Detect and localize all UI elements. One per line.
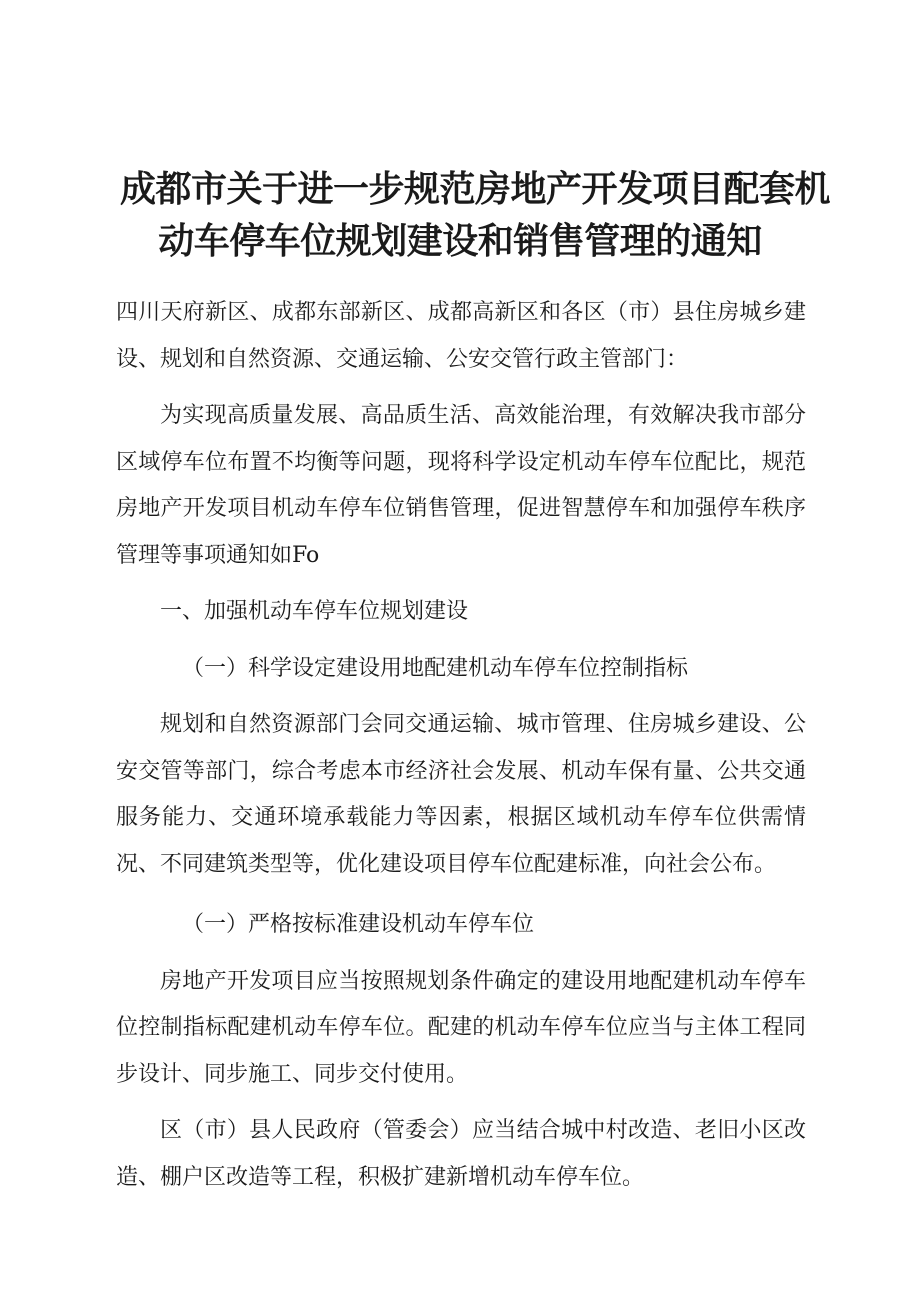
document-body: [116, 290, 806, 1201]
addressee-paragraph: 四川天府新区、成都东部新区、成都高新区和各区（市）县住房城乡建设、规划和自然资源、交通运输、公安交管行政主管部门：: [116, 300, 806, 372]
intro-paragraph: 为实现高质量发展、高品质生活、高效能治理，有效解决我市部分区域停车位布置不均衡等问题，现将科学设定机动车停车位配比，规范房地产开发项目机动车停车位销售管理，促进智慧停车和加强停车秩序管理等事项通知如Fo: [116, 403, 806, 568]
subsection-2-paragraph-2: 区（市）县人民政府（管委会）应当结合城中村改造、老旧小区改造、棚户区改造等工程，积极扩建新增机动车停车位。: [116, 1118, 806, 1190]
subsection-1-paragraph: 规划和自然资源部门会同交通运输、城市管理、住房城乡建设、公安交管等部门，综合考虑本市经济社会发展、机动车保有量、公共交通服务能力、交通环境承载能力等因素，根据区域机动车停车位供需情况、不同建筑类型等，优化建设项目停车位配建标准，向社会公布。: [116, 712, 806, 877]
document-title-line-2: 动车停车位规划建设和销售管理的通知: [158, 221, 762, 262]
document-title-line-1: 成都市关于进一步规范房地产开发项目配套机: [120, 169, 831, 210]
subsection-1-heading: （一）科学设定建设用地配建机动车停车位控制指标: [182, 655, 689, 681]
section-1-heading: 一、加强机动车停车位规划建设: [160, 599, 469, 624]
subsection-2-paragraph-1: 房地产开发项目应当按照规划条件确定的建设用地配建机动车停车位控制指标配建机动车停车位。配建的机动车停车位应当与主体工程同步设计、同步施工、同步交付使用。: [116, 968, 806, 1087]
subsection-2-heading: （一）严格按标准建设机动车停车位: [182, 912, 535, 937]
